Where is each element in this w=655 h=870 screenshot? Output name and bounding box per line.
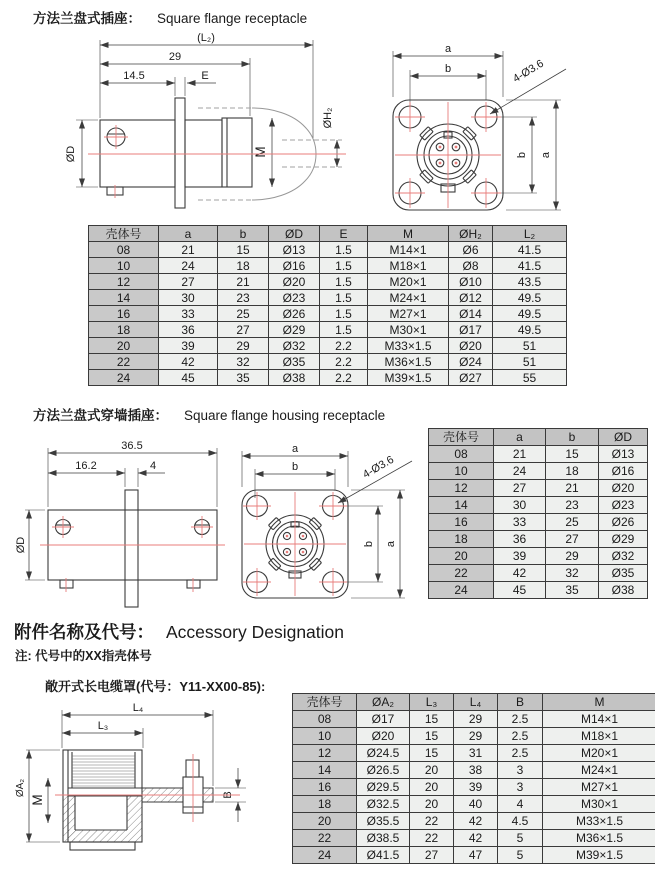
table-header-row	[293, 694, 655, 711]
dimension-cell: 18	[218, 258, 269, 274]
table-row	[293, 830, 655, 847]
dimension-cell: Ø16	[269, 258, 320, 274]
dimension-cell: Ø35	[269, 354, 320, 370]
dimension-cell: 21	[218, 274, 269, 290]
dimension-cell: 30	[494, 497, 546, 514]
dimension-cell: M24×1	[543, 762, 655, 779]
dimension-cell: 51	[493, 338, 567, 354]
row-header-shell-size: 20	[89, 338, 159, 354]
dimension-cell: Ø10	[449, 274, 493, 290]
dimension-cell: 21	[546, 480, 599, 497]
dimension-cell: 2.5	[498, 711, 543, 728]
section2-title-zh: 方法兰盘式穿墙插座：	[33, 408, 168, 423]
housing-body-outline	[40, 490, 225, 607]
row-header-shell-size: 18	[293, 796, 357, 813]
dimension-cell: Ø26	[599, 514, 648, 531]
housing-dimensions-table	[428, 428, 648, 599]
dimension-cell: M30×1	[368, 322, 449, 338]
dimension-cell: 2.2	[320, 370, 368, 386]
dim-label-L2: (L₂)	[197, 32, 215, 44]
dimension-cell: M27×1	[543, 779, 655, 796]
table-row	[89, 306, 567, 322]
dimension-cell: 20	[410, 762, 454, 779]
section3-title	[14, 619, 344, 644]
dimension-cell: 4	[498, 796, 543, 813]
dim-label-mounting-holes: 4-Ø3.6	[360, 453, 397, 482]
section1-title-en: Square flange receptacle	[157, 11, 308, 26]
column-header: b	[546, 429, 599, 446]
column-header: E	[320, 226, 368, 242]
table-row	[89, 290, 567, 306]
table-row	[429, 582, 648, 599]
dimension-cell: 21	[494, 446, 546, 463]
dimension-cell: 33	[494, 514, 546, 531]
row-header-shell-size: 22	[293, 830, 357, 847]
dimension-cell: 15	[218, 242, 269, 258]
dimension-cell: M27×1	[368, 306, 449, 322]
dimension-cell: Ø32	[599, 548, 648, 565]
dimension-cell: Ø29	[269, 322, 320, 338]
dimension-cell: 3	[498, 762, 543, 779]
section1-title	[33, 7, 307, 27]
column-header: 壳体号	[89, 226, 159, 242]
dimension-cell: 41.5	[493, 242, 567, 258]
dimension-cell: Ø35.5	[357, 813, 410, 830]
dimension-cell: 5	[498, 847, 543, 864]
dimension-cell: Ø32.5	[357, 796, 410, 813]
dimension-cell: Ø17	[449, 322, 493, 338]
row-header-shell-size: 20	[293, 813, 357, 830]
table-row	[293, 762, 655, 779]
dimension-cell: M20×1	[368, 274, 449, 290]
dimension-cell: 35	[218, 370, 269, 386]
dimension-cell: 29	[454, 728, 498, 745]
dimension-cell: Ø27	[449, 370, 493, 386]
dim-label-a: a	[291, 443, 299, 455]
dim-label-4: 4	[149, 460, 157, 472]
column-header: L₂	[493, 226, 567, 242]
row-header-shell-size: 16	[429, 514, 494, 531]
dimension-cell: 45	[494, 582, 546, 599]
row-header-shell-size: 10	[89, 258, 159, 274]
dimension-cell: M18×1	[543, 728, 655, 745]
table-header-row	[429, 429, 648, 446]
section1-title-zh: 方法兰盘式插座：	[33, 11, 141, 26]
dimension-cell: 23	[218, 290, 269, 306]
dimension-cell: Ø29	[599, 531, 648, 548]
dim-label-M: M	[30, 794, 45, 806]
dimension-cell: Ø41.5	[357, 847, 410, 864]
dim-label-OD: ØD	[15, 536, 27, 554]
column-header: ØH₂	[449, 226, 493, 242]
dimension-cell: 1.5	[320, 306, 368, 322]
dimension-cell: 27	[494, 480, 546, 497]
dim-label-L4: L₄	[132, 702, 144, 714]
table-row	[429, 531, 648, 548]
table-row	[429, 548, 648, 565]
dimension-cell: 27	[546, 531, 599, 548]
column-header: a	[494, 429, 546, 446]
dimension-cell: Ø14	[449, 306, 493, 322]
dimension-cell: Ø32	[269, 338, 320, 354]
table-row	[89, 354, 567, 370]
column-header: 壳体号	[293, 694, 357, 711]
dimension-cell: 42	[494, 565, 546, 582]
row-header-shell-size: 24	[89, 370, 159, 386]
dimension-cell: Ø38	[269, 370, 320, 386]
receptacle-side-view-drawing	[30, 30, 360, 226]
row-header-shell-size: 18	[429, 531, 494, 548]
dim-label-a-side: a	[385, 540, 397, 548]
dimension-lines	[82, 45, 337, 187]
dim-label-M: M	[253, 146, 268, 158]
column-header: b	[218, 226, 269, 242]
dimension-cell: Ø29.5	[357, 779, 410, 796]
table-row	[293, 847, 655, 864]
dimension-lines	[242, 453, 412, 598]
row-header-shell-size: 16	[293, 779, 357, 796]
dimension-cell: 24	[494, 463, 546, 480]
receptacle-dimensions-table	[88, 225, 567, 386]
table-row	[429, 480, 648, 497]
dimension-cell: Ø8	[449, 258, 493, 274]
table-row	[293, 796, 655, 813]
dimension-cell: Ø20	[269, 274, 320, 290]
dimension-cell: 41.5	[493, 258, 567, 274]
dim-label-b: b	[291, 461, 299, 473]
column-header: M	[368, 226, 449, 242]
row-header-shell-size: 12	[89, 274, 159, 290]
column-header: ØD	[269, 226, 320, 242]
dimension-cell: M30×1	[543, 796, 655, 813]
row-header-shell-size: 12	[293, 745, 357, 762]
dimension-cell: 29	[546, 548, 599, 565]
dimension-cell: Ø16	[599, 463, 648, 480]
dim-label-36-5: 36.5	[121, 440, 143, 452]
dim-label-B: B	[222, 791, 234, 799]
housing-front-view-drawing	[235, 442, 425, 614]
dimension-cell: 33	[159, 306, 218, 322]
cable-cover-subtitle: 敞开式长电缆罩(代号：Y11-XX00-85):	[45, 679, 266, 694]
table-row	[429, 497, 648, 514]
dim-label-b-side: b	[516, 151, 528, 159]
dimension-cell: M24×1	[368, 290, 449, 306]
dimension-cell: 22	[410, 813, 454, 830]
dimension-cell: 42	[159, 354, 218, 370]
dimension-cell: 15	[410, 711, 454, 728]
dimension-cell: M33×1.5	[543, 813, 655, 830]
section3-title-en: Accessory Designation	[166, 622, 344, 642]
section2-title-en: Square flange housing receptacle	[184, 408, 386, 423]
cable-cover-outline	[55, 750, 240, 850]
dimension-cell: 23	[546, 497, 599, 514]
dimension-cell: Ø20	[599, 480, 648, 497]
dimension-cell: 49.5	[493, 322, 567, 338]
dimension-cell: Ø23	[269, 290, 320, 306]
table-header-row	[89, 226, 567, 242]
dimension-cell: 42	[454, 830, 498, 847]
table-row	[89, 370, 567, 386]
row-header-shell-size: 24	[293, 847, 357, 864]
column-header: ØA₂	[357, 694, 410, 711]
extension-lines	[76, 40, 313, 187]
dim-label-OA2: ØA₂	[15, 778, 26, 798]
dimension-cell: 45	[159, 370, 218, 386]
extension-lines	[25, 448, 217, 580]
flange-face	[393, 100, 503, 210]
dimension-cell: 1.5	[320, 290, 368, 306]
dimension-cell: 29	[218, 338, 269, 354]
dimension-cell: 49.5	[493, 290, 567, 306]
table-row	[89, 258, 567, 274]
table-row	[293, 779, 655, 796]
table-row	[429, 446, 648, 463]
table-row	[89, 242, 567, 258]
dim-label-E: E	[201, 70, 209, 82]
row-header-shell-size: 14	[89, 290, 159, 306]
dimension-cell: Ø20	[357, 728, 410, 745]
dimension-cell: Ø35	[599, 565, 648, 582]
dimension-cell: 1.5	[320, 274, 368, 290]
row-header-shell-size: 08	[89, 242, 159, 258]
row-header-shell-size: 14	[429, 497, 494, 514]
dimension-cell: M33×1.5	[368, 338, 449, 354]
flange-face	[242, 490, 348, 598]
row-header-shell-size: 14	[293, 762, 357, 779]
dimension-cell: 25	[546, 514, 599, 531]
dim-label-OH2: ØH₂	[322, 107, 334, 129]
dimension-cell: 35	[546, 582, 599, 599]
table-row	[429, 463, 648, 480]
dimension-cell: 2.5	[498, 745, 543, 762]
row-header-shell-size: 10	[429, 463, 494, 480]
dimension-cell: 5	[498, 830, 543, 847]
dim-label-16-2: 16.2	[75, 460, 97, 472]
dimension-cell: 31	[454, 745, 498, 762]
column-header: B	[498, 694, 543, 711]
dimension-cell: M39×1.5	[368, 370, 449, 386]
dimension-cell: Ø20	[449, 338, 493, 354]
dimension-cell: M14×1	[368, 242, 449, 258]
dimension-cell: 36	[494, 531, 546, 548]
dim-label-14-5: 14.5	[123, 70, 145, 82]
dimension-cell: Ø6	[449, 242, 493, 258]
dimension-cell: 36	[159, 322, 218, 338]
dimension-cell: 27	[218, 322, 269, 338]
row-header-shell-size: 08	[293, 711, 357, 728]
dim-label-a-side: a	[540, 151, 552, 159]
dim-label-29: 29	[168, 51, 182, 63]
table-row	[89, 322, 567, 338]
table-row	[293, 728, 655, 745]
dimension-cell: Ø17	[357, 711, 410, 728]
row-header-shell-size: 22	[429, 565, 494, 582]
column-header: L₄	[454, 694, 498, 711]
table-row	[293, 745, 655, 762]
dimension-cell: 20	[410, 796, 454, 813]
dimension-cell: Ø24.5	[357, 745, 410, 762]
dimension-cell: 42	[454, 813, 498, 830]
dimension-cell: 18	[546, 463, 599, 480]
dimension-cell: 2.2	[320, 354, 368, 370]
dimension-cell: Ø24	[449, 354, 493, 370]
dimension-cell: 2.5	[498, 728, 543, 745]
column-header: a	[159, 226, 218, 242]
dimension-cell: 15	[410, 745, 454, 762]
dimension-cell: 27	[159, 274, 218, 290]
dimension-cell: 40	[454, 796, 498, 813]
dimension-cell: Ø38.5	[357, 830, 410, 847]
receptacle-front-view-drawing	[370, 40, 655, 230]
dimension-cell: M14×1	[543, 711, 655, 728]
dimension-cell: Ø26	[269, 306, 320, 322]
section2-title	[33, 404, 385, 424]
dim-label-b: b	[444, 63, 452, 75]
table-row	[89, 338, 567, 354]
dim-label-mounting-holes: 4-Ø3.6	[510, 57, 546, 86]
dim-label-a: a	[444, 43, 452, 55]
column-header: 壳体号	[429, 429, 494, 446]
dim-label-OD: ØD	[65, 145, 77, 163]
table-row	[429, 565, 648, 582]
section3-title-zh: 附件名称及代号：	[14, 622, 154, 642]
dimension-cell: 15	[410, 728, 454, 745]
dim-label-L3: L₃	[97, 720, 109, 732]
dimension-cell: 21	[159, 242, 218, 258]
table-row	[293, 813, 655, 830]
dimension-cell: 29	[454, 711, 498, 728]
dimension-cell: M20×1	[543, 745, 655, 762]
dimension-cell: 24	[159, 258, 218, 274]
dimension-cell: 20	[410, 779, 454, 796]
column-header: L₃	[410, 694, 454, 711]
table-row	[429, 514, 648, 531]
dimension-cell: 4.5	[498, 813, 543, 830]
dimension-cell: M39×1.5	[543, 847, 655, 864]
dimension-cell: 3	[498, 779, 543, 796]
column-header: ØD	[599, 429, 648, 446]
row-header-shell-size: 22	[89, 354, 159, 370]
knurling	[72, 756, 135, 786]
row-header-shell-size: 12	[429, 480, 494, 497]
dimension-cell: M36×1.5	[368, 354, 449, 370]
dimension-cell: 25	[218, 306, 269, 322]
section3-note: 注: 代号中的XX指壳体号	[15, 649, 152, 663]
row-header-shell-size: 18	[89, 322, 159, 338]
dimension-lines	[29, 453, 217, 580]
dimension-cell: M18×1	[368, 258, 449, 274]
dimension-cell: Ø13	[269, 242, 320, 258]
dimension-cell: Ø38	[599, 582, 648, 599]
row-header-shell-size: 16	[89, 306, 159, 322]
column-header: M	[543, 694, 655, 711]
table-row	[89, 274, 567, 290]
dimension-cell: 1.5	[320, 242, 368, 258]
dimension-cell: 38	[454, 762, 498, 779]
dimension-cell: 47	[454, 847, 498, 864]
dimension-cell: Ø13	[599, 446, 648, 463]
cable-cover-drawing	[15, 700, 290, 868]
table-row	[293, 711, 655, 728]
dimension-cell: 55	[493, 370, 567, 386]
dimension-cell: 43.5	[493, 274, 567, 290]
dimension-cell: M36×1.5	[543, 830, 655, 847]
dimension-cell: 39	[494, 548, 546, 565]
dimension-cell: 30	[159, 290, 218, 306]
dimension-cell: 22	[410, 830, 454, 847]
dimension-cell: 32	[546, 565, 599, 582]
dimension-cell: 39	[454, 779, 498, 796]
dimension-cell: 27	[410, 847, 454, 864]
dimension-cell: 1.5	[320, 258, 368, 274]
row-header-shell-size: 20	[429, 548, 494, 565]
dimension-cell: 1.5	[320, 322, 368, 338]
dimension-cell: 39	[159, 338, 218, 354]
housing-side-view-drawing	[15, 437, 230, 612]
cable-cover-dimensions-table	[292, 693, 655, 864]
dimension-cell: Ø26.5	[357, 762, 410, 779]
row-header-shell-size: 10	[293, 728, 357, 745]
row-header-shell-size: 24	[429, 582, 494, 599]
connector-body-outline	[88, 98, 346, 208]
dimension-cell: Ø23	[599, 497, 648, 514]
dimension-cell: Ø12	[449, 290, 493, 306]
dimension-cell: 2.2	[320, 338, 368, 354]
row-header-shell-size: 08	[429, 446, 494, 463]
dim-label-b-side: b	[363, 540, 375, 548]
dimension-cell: 32	[218, 354, 269, 370]
dimension-cell: 15	[546, 446, 599, 463]
dimension-cell: 49.5	[493, 306, 567, 322]
dimension-cell: 51	[493, 354, 567, 370]
